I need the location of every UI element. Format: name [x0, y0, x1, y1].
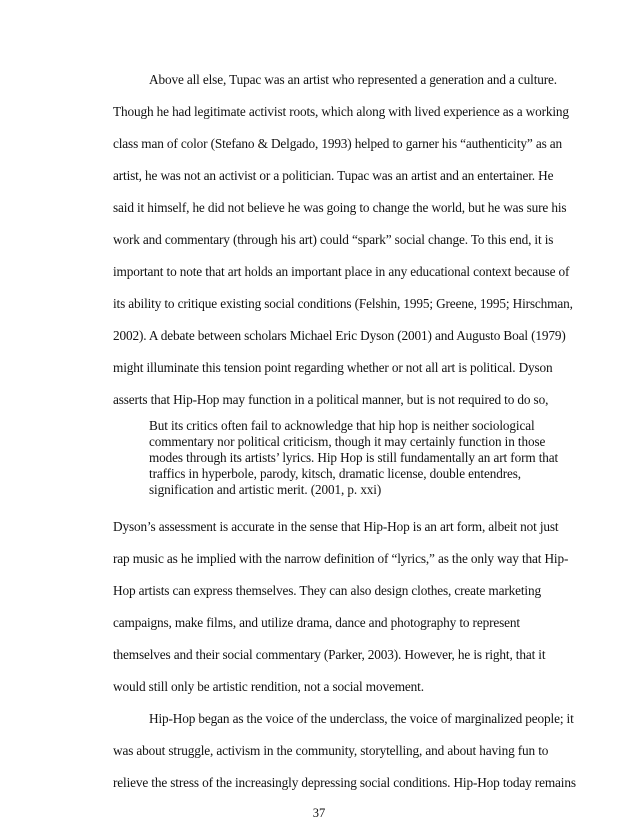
paragraph-1-line-10: might illuminate this tension point regarding whether or not all art is political. Dyson [113, 360, 553, 375]
paragraph-1-line-7: important to note that art holds an important place in any educational context because of [113, 264, 570, 279]
paragraph-1-line-2: Though he had legitimate activist roots, which along with lived experience as a working [113, 104, 569, 119]
block-quote-line-4: traffics in hyperbole, parody, kitsch, dramatic license, double entendres, [149, 466, 521, 481]
paragraph-1-line-1: Above all else, Tupac was an artist who represented a generation and a culture. [149, 72, 557, 87]
paragraph-1-line-11: asserts that Hip-Hop may function in a political manner, but is not required to do so, [113, 392, 549, 407]
paragraph-3-line-2: was about struggle, activism in the community, storytelling, and about having fun to [113, 743, 549, 758]
paragraph-1-line-8: its ability to critique existing social conditions (Felshin, 1995; Greene, 1995; Hirschman, [113, 296, 573, 311]
paragraph-3-line-1: Hip-Hop began as the voice of the underclass, the voice of marginalized people; it [149, 711, 574, 726]
paragraph-2-line-2: rap music as he implied with the narrow definition of “lyrics,” as the only way that Hip- [113, 551, 569, 566]
paragraph-2-line-6: would still only be artistic rendition, not a social movement. [113, 679, 424, 694]
paragraph-1-line-5: said it himself, he did not believe he was going to change the world, but he was sure his [113, 200, 567, 215]
block-quote-line-5: signification and artistic merit. (2001, p. xxi) [149, 482, 382, 497]
page-number: 37 [312, 806, 326, 820]
paragraph-1-line-6: work and commentary (through his art) could “spark” social change. To this end, it is [113, 232, 554, 247]
block-quote-line-1: But its critics often fail to acknowledge that hip hop is neither sociological [149, 418, 535, 433]
paragraph-2-line-3: Hop artists can express themselves. They can also design clothes, create marketing [113, 583, 541, 598]
block-quote-line-3: modes through its artists’ lyrics. Hip Hop is still fundamentally an art form that [149, 450, 559, 465]
paragraph-2-line-4: campaigns, make films, and utilize drama, dance and photography to represent [113, 615, 520, 630]
paragraph-1-line-9: 2002). A debate between scholars Michael Eric Dyson (2001) and Augusto Boal (1979) [113, 328, 566, 343]
paragraph-1-line-3: class man of color (Stefano & Delgado, 1993) helped to garner his “authenticity” as an [113, 136, 563, 151]
paragraph-1-line-4: artist, he was not an activist or a politician. Tupac was an artist and an entertainer. He [113, 168, 554, 183]
block-quote-line-2: commentary nor political criticism, though it may certainly function in those [149, 434, 546, 449]
paragraph-2-line-1: Dyson’s assessment is accurate in the sense that Hip-Hop is an art form, albeit not just [113, 519, 559, 534]
paragraph-3-line-3: relieve the stress of the increasingly depressing social conditions. Hip-Hop today remains [113, 775, 576, 790]
paragraph-2-line-5: themselves and their social commentary (Parker, 2003). However, he is right, that it [113, 647, 546, 662]
